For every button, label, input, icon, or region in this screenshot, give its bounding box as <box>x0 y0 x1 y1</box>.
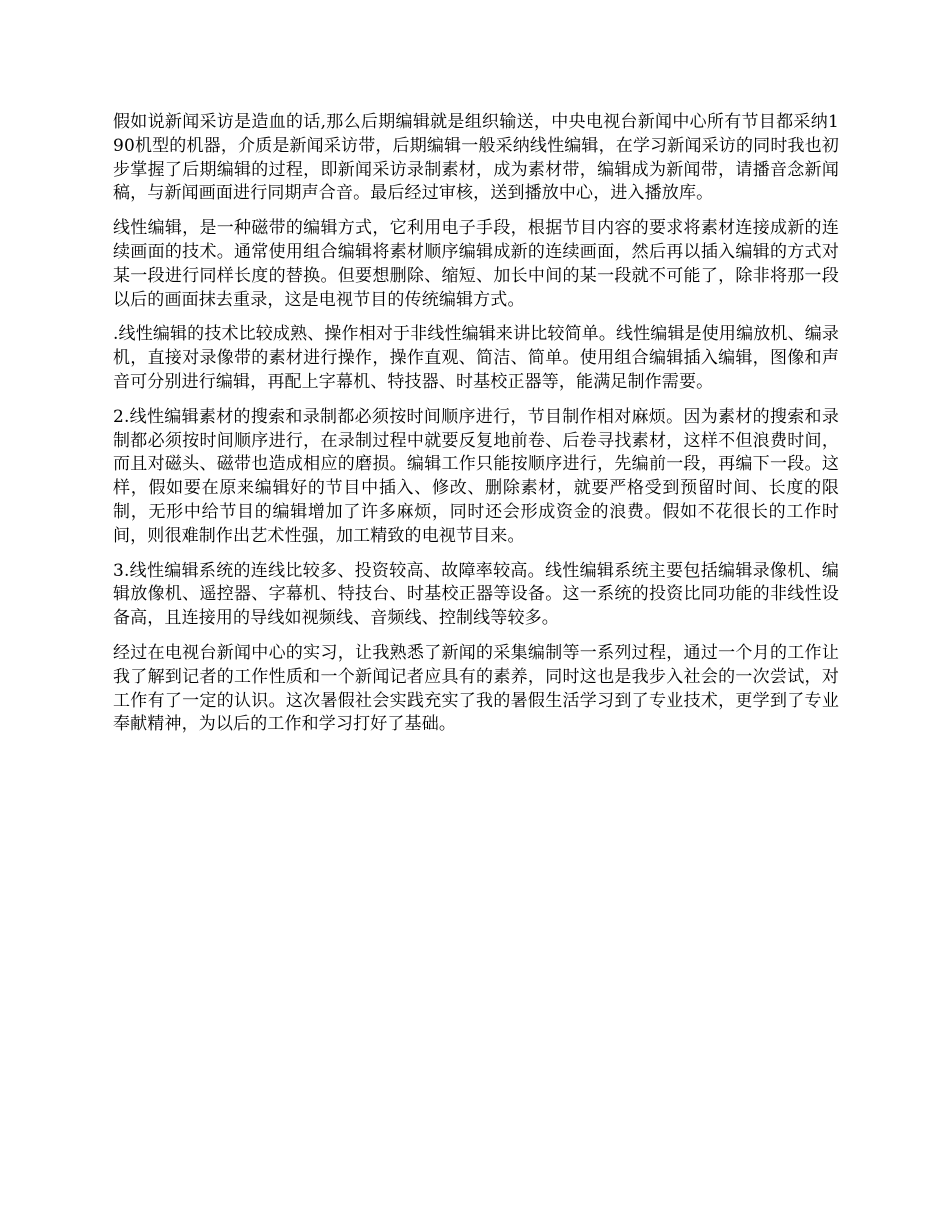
paragraph-intro: 假如说新闻采访是造血的话,那么后期编辑就是组织输送，中央电视台新闻中心所有节目都采纳190机型的机器，介质是新闻采访带，后期编辑一般采纳线性编辑，在学习新闻采访的同时我也初步掌握了后期编辑的过程，即新闻采访录制素材，成为素材带，编辑成为新闻带，请播音念新闻稿，与新闻画面进行同期声合音。最后经过审核，送到播放中心，进入播放库。 <box>113 112 839 204</box>
paragraph-point-2: 2.线性编辑素材的搜索和录制都必须按时间顺序进行，节目制作相对麻烦。因为素材的搜索和录制都必须按时间顺序进行，在录制过程中就要反复地前卷、后卷寻找素材，这样不但浪费时间，而且对磁头、磁带也造成相应的磨损。编辑工作只能按顺序进行，先编前一段，再编下一段。这样，假如要在原来编辑好的节目中插入、修改、删除素材，就要严格受到预留时间、长度的限制，无形中给节目的编辑增加了许多麻烦，同时还会形成资金的浪费。假如不花很长的工作时间，则很难制作出艺术性强，加工精致的电视节目来。 <box>113 406 839 546</box>
paragraph-point-1: .线性编辑的技术比较成熟、操作相对于非线性编辑来讲比较简单。线性编辑是使用编放机、编录机，直接对录像带的素材进行操作，操作直观、简洁、简单。使用组合编辑插入编辑，图像和声音可分别进行编辑，再配上字幕机、特技器、时基校正器等，能满足制作需要。 <box>113 324 839 392</box>
paragraph-point-3: 3.线性编辑系统的连线比较多、投资较高、故障率较高。线性编辑系统主要包括编辑录像机、编辑放像机、遥控器、字幕机、特技台、时基校正器等设备。这一系统的投资比同功能的非线性设备高，且连接用的导线如视频线、音频线、控制线等较多。 <box>113 560 839 629</box>
paragraph-linear-editing-definition: 线性编辑，是一种磁带的编辑方式，它利用电子手段，根据节目内容的要求将素材连接成新的连续画面的技术。通常使用组合编辑将素材顺序编辑成新的连续画面，然后再以插入编辑的方式对某一段进行同样长度的替换。但要想删除、缩短、加长中间的某一段就不可能了，除非将那一段以后的画面抹去重录，这是电视节目的传统编辑方式。 <box>113 218 839 310</box>
document-body <box>113 111 839 748</box>
paragraph-conclusion: 经过在电视台新闻中心的实习，让我熟悉了新闻的采集编制等一系列过程，通过一个月的工作让我了解到记者的工作性质和一个新闻记者应具有的素养，同时这也是我步入社会的一次尝试，对工作有了一定的认识。这次暑假社会实践充实了我的暑假生活学习到了专业技术，更学到了专业奉献精神，为以后的工作和学习打好了基础。 <box>113 642 839 735</box>
